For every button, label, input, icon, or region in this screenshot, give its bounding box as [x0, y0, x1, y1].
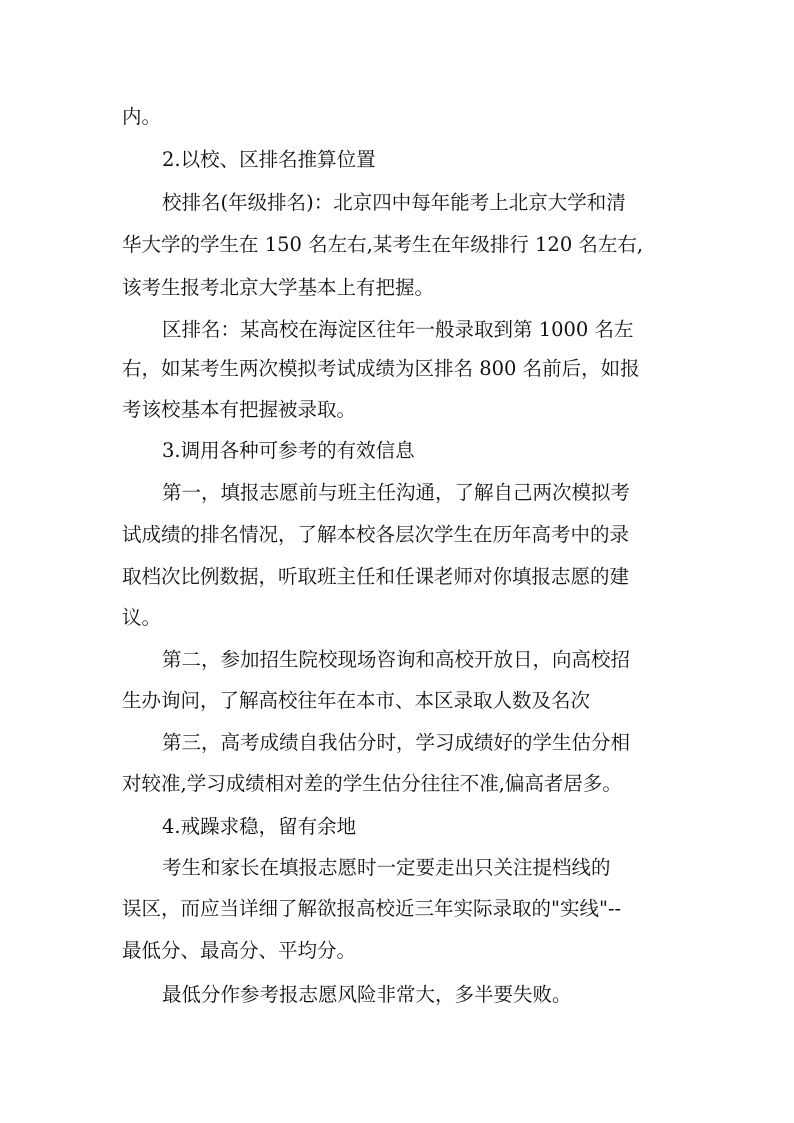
paragraph-line: 第二，参加招生院校现场咨询和高校开放日，向高校招 — [162, 648, 631, 671]
paragraph-line: 内。 — [122, 105, 162, 128]
section-heading: 4.戒躁求稳，留有余地 — [162, 815, 357, 838]
paragraph-line: 考该校基本有把握被录取。 — [122, 398, 357, 421]
paragraph-line: 试成绩的排名情况，了解本校各层次学生在历年高考中的录 — [122, 523, 630, 546]
paragraph-line: 右，如某考生两次模拟考试成绩为区排名 800 名前后，如报 — [122, 357, 640, 380]
paragraph-line: 华大学的学生在 150 名左右,某考生在年级排行 120 名左右, — [122, 233, 644, 256]
paragraph-line: 误区，而应当详细了解欲报高校近三年实际录取的"实线"-- — [122, 897, 622, 920]
paragraph-line: 对较准,学习成绩相对差的学生估分往往不准,偏高者居多。 — [122, 772, 622, 795]
paragraph-line: 考生和家长在填报志愿时一定要走出只关注提档线的 — [162, 856, 611, 879]
paragraph-line: 第一，填报志愿前与班主任沟通，了解自己两次模拟考 — [162, 481, 631, 504]
paragraph-line: 区排名：某高校在海淀区往年一般录取到第 1000 名左 — [162, 318, 634, 341]
paragraph-line: 最低分作参考报志愿风险非常大，多半要失败。 — [162, 983, 572, 1006]
paragraph-line: 生办询问，了解高校往年在本市、本区录取人数及名次 — [122, 689, 591, 712]
paragraph-line: 该考生报考北京大学基本上有把握。 — [122, 276, 435, 299]
paragraph-line: 校排名(年级排名)：北京四中每年能考上北京大学和清 — [162, 191, 626, 214]
paragraph-line: 取档次比例数据，听取班主任和任课老师对你填报志愿的建 — [122, 565, 630, 588]
section-heading: 2.以校、区排名推算位置 — [162, 148, 376, 171]
paragraph-line: 第三，高考成绩自我估分时，学习成绩好的学生估分相 — [162, 731, 631, 754]
paragraph-line: 议。 — [122, 606, 162, 629]
section-heading: 3.调用各种可参考的有效信息 — [162, 439, 415, 462]
paragraph-line: 最低分、最高分、平均分。 — [122, 939, 357, 962]
